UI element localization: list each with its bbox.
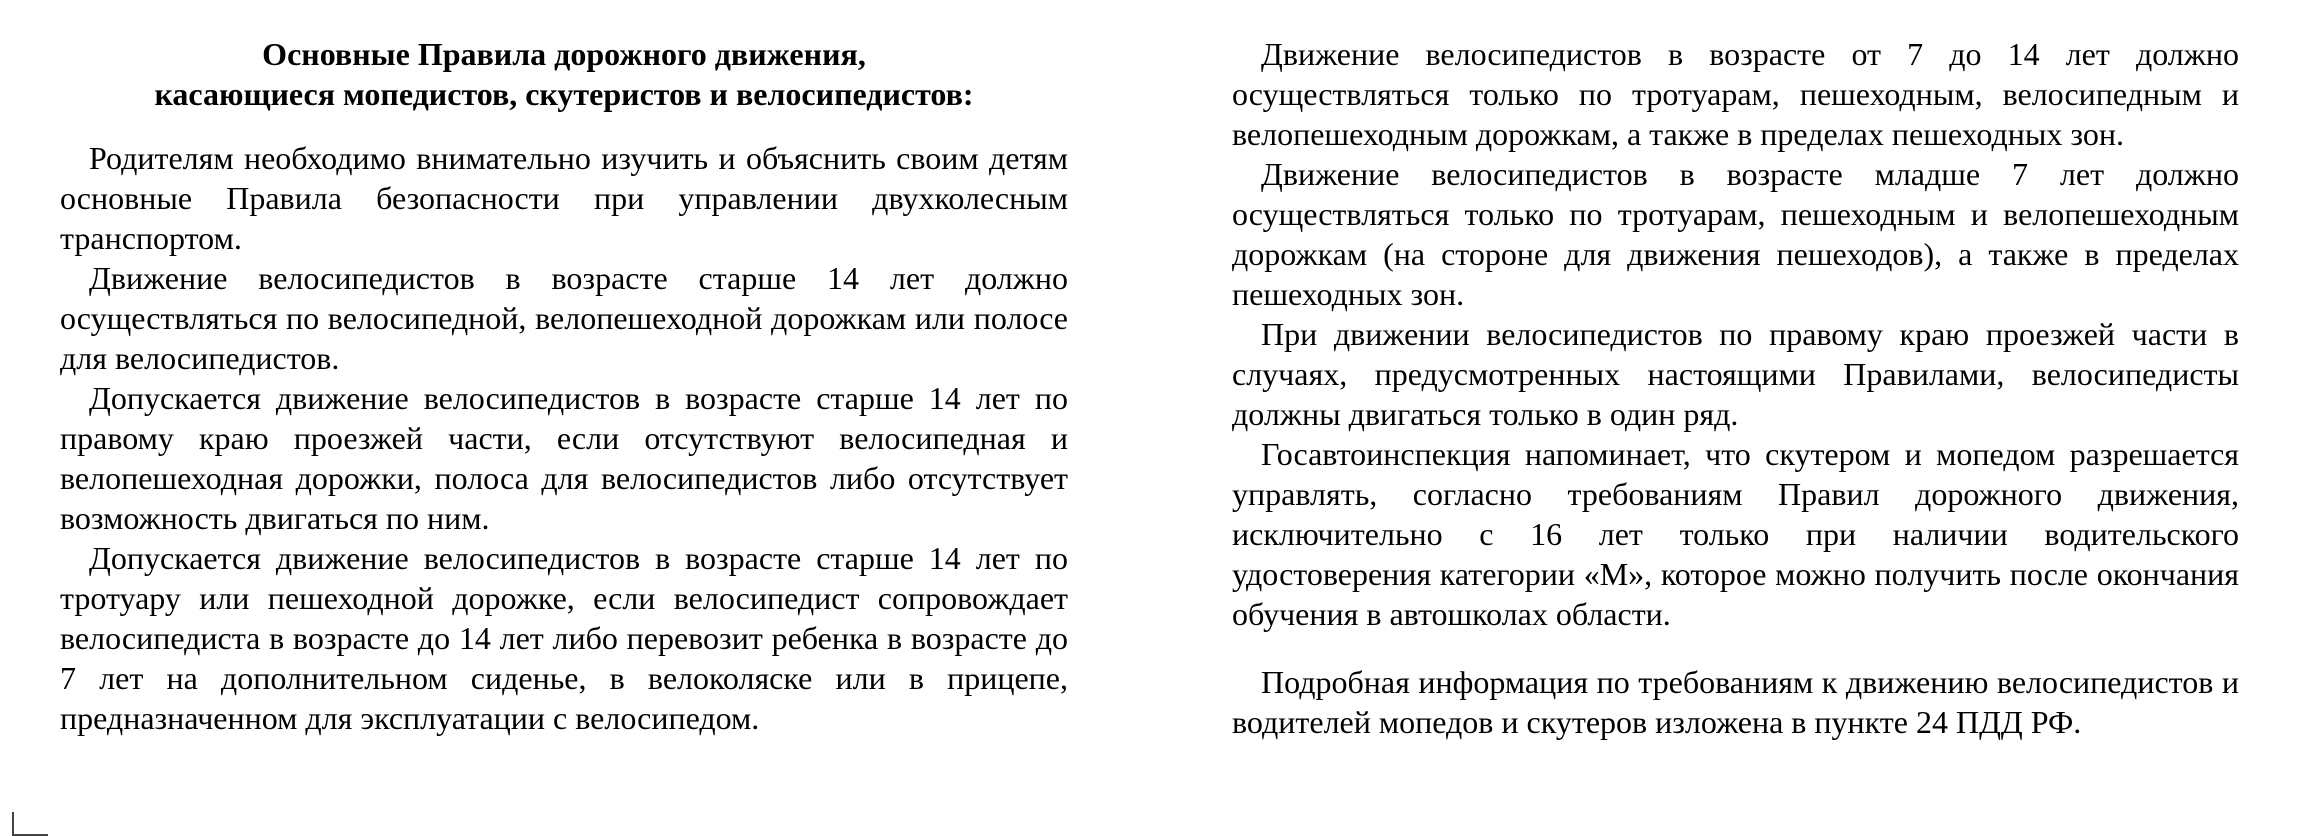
title-line-2: касающиеся мопедистов, скутеристов и велосипедистов: xyxy=(154,76,974,112)
paragraph-7-to-14: Движение велосипедистов в возрасте от 7 до 14 лет должно осуществляться только по тротуарам, пешеходным, велосипедным и велопешеходным дорожкам, а также в пределах пешеходных зон. xyxy=(1232,36,2239,152)
paragraph-under-7: Движение велосипедистов в возрасте младше 7 лет должно осуществляться только по тротуарам, пешеходным и велопешеходным дорожкам (на стороне для движения пешеходов), а также в пределах пешеходных зон. xyxy=(1232,156,2239,312)
paragraph-scooter-moped-license: Госавтоинспекция напоминает, что скутером и мопедом разрешается управлять, согласно требованиям Правил дорожного движения, исключительно с 16 лет только при наличии водительского удостоверения категории «М», которое можно получить после окончания обучения в автошколах области. xyxy=(1232,436,2239,632)
paragraph-over-14-bike-lane: Движение велосипедистов в возрасте старше 14 лет должно осуществляться по велосипедной, велопешеходной дорожкам или полосе для велосипедистов. xyxy=(60,260,1068,376)
paragraph-over-14-sidewalk: Допускается движение велосипедистов в возрасте старше 14 лет по тротуару или пешеходной дорожке, если велосипедист сопровождает велосипедиста в возрасте до 14 лет либо перевозит ребенка в возрасте до 7 лет на дополнительном сиденье, в велоколяске или в прицепе, предназначенном для эксплуатации с велосипедом. xyxy=(60,540,1068,736)
paragraph-single-row: При движении велосипедистов по правому краю проезжей части в случаях, предусмотренных настоящими Правилами, велосипедисты должны двигаться только в один ряд. xyxy=(1232,316,2239,432)
paragraph-more-info: Подробная информация по требованиям к движению велосипедистов и водителей мопедов и скутеров изложена в пункте 24 ПДД РФ. xyxy=(1232,664,2239,740)
left-column xyxy=(60,34,1068,738)
paragraph-parents: Родителям необходимо внимательно изучить и объяснить своим детям основные Правила безопасности при управлении двухколесным транспортом. xyxy=(60,140,1068,256)
title-line-1: Основные Правила дорожного движения, xyxy=(262,36,866,72)
right-column xyxy=(1232,34,2239,742)
paragraph-over-14-roadside: Допускается движение велосипедистов в возрасте старше 14 лет по правому краю проезжей части, если отсутствуют велосипедная и велопешеходная дорожки, полоса для велосипедистов либо отсутствует возможность двигаться по ним. xyxy=(60,380,1068,536)
crop-mark-vertical xyxy=(12,812,14,836)
page-title xyxy=(60,34,1068,114)
